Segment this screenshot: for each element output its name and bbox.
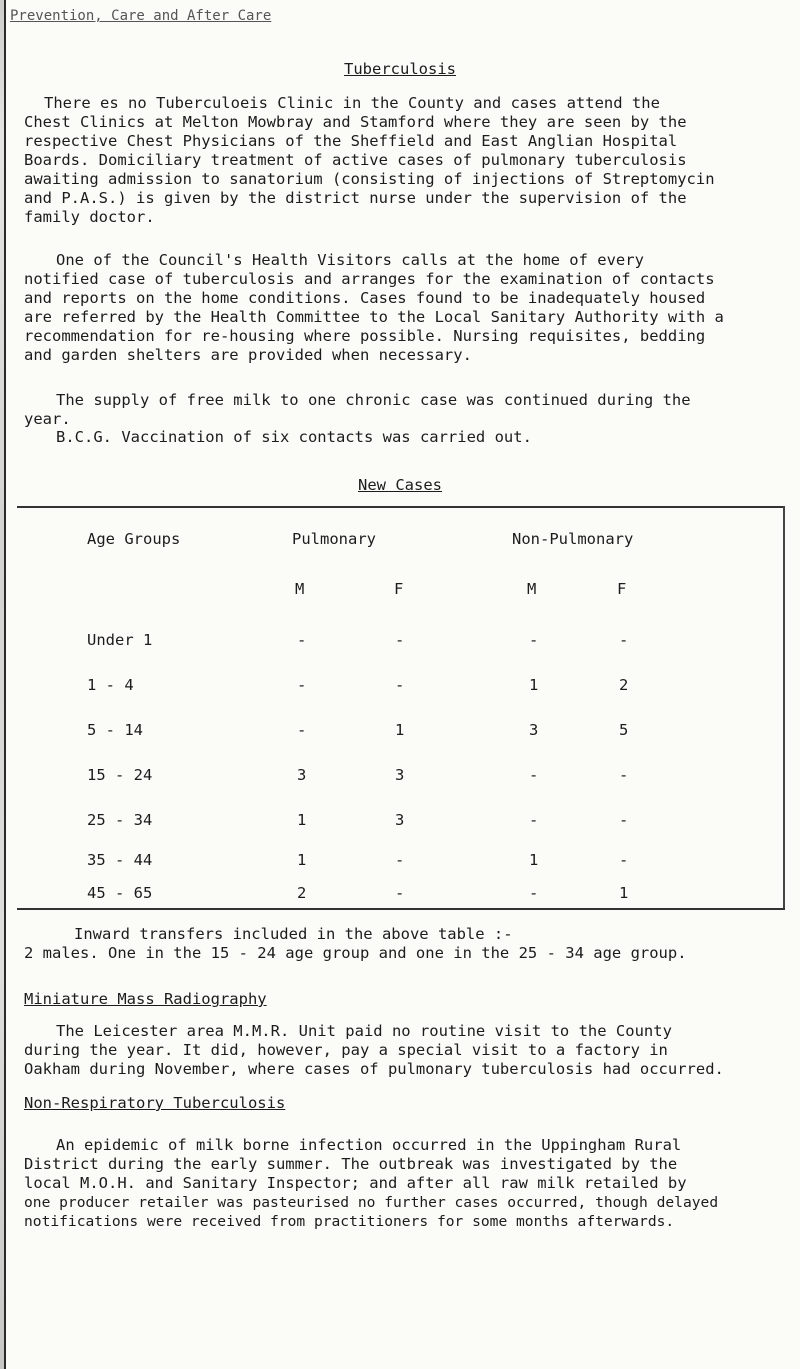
non-respiratory-heading: Non-Respiratory Tuberculosis <box>24 1094 286 1112</box>
text-line: family doctor. <box>24 208 155 226</box>
row-non-pulmonary-m: - <box>529 631 539 649</box>
row-non-pulmonary-f: - <box>619 766 629 784</box>
text-line: notifications were received from practitioners for some months afterwards. <box>24 1213 675 1230</box>
col-header-non-pulmonary: Non-Pulmonary <box>512 530 634 548</box>
table-right-rule <box>783 506 785 910</box>
row-pulmonary-f: 3 <box>395 766 405 784</box>
text-line: notified case of tuberculosis and arranges for the examination of contacts <box>24 270 715 288</box>
row-pulmonary-f: - <box>395 676 405 694</box>
row-pulmonary-m: - <box>297 676 307 694</box>
text-line: Oakham during November, where cases of pulmonary tuberculosis had occurred. <box>24 1060 724 1078</box>
paragraph-bcg <box>24 428 784 447</box>
non-respiratory-paragraph <box>24 1136 784 1231</box>
row-pulmonary-f: - <box>395 631 405 649</box>
text-line: are referred by the Health Committee to the Local Sanitary Authority with a <box>24 308 724 326</box>
text-line: 2 males. One in the 15 - 24 age group and one in the 25 - 34 age group. <box>24 944 687 962</box>
row-non-pulmonary-m: - <box>529 884 539 902</box>
inward-transfers-note <box>24 925 784 963</box>
row-non-pulmonary-f: - <box>619 851 629 869</box>
row-age: 5 - 14 <box>87 721 143 739</box>
row-age: 1 - 4 <box>87 676 134 694</box>
row-age: 35 - 44 <box>87 851 153 869</box>
row-non-pulmonary-f: 2 <box>619 676 629 694</box>
text-line: and reports on the home conditions. Cases found to be inadequately housed <box>24 289 706 307</box>
text-line: recommendation for re-housing where possible. Nursing requisites, bedding <box>24 327 706 345</box>
text-line: year. <box>24 410 71 428</box>
row-non-pulmonary-m: - <box>529 766 539 784</box>
row-non-pulmonary-f: - <box>619 631 629 649</box>
sub-header-pulmonary-f: F <box>394 580 404 598</box>
row-non-pulmonary-m: - <box>529 811 539 829</box>
left-margin-rule <box>4 0 6 1369</box>
paragraph-free-milk <box>24 391 784 429</box>
text-line: local M.O.H. and Sanitary Inspector; and after all raw milk retailed by <box>24 1174 687 1192</box>
text-line: District during the early summer. The outbreak was investigated by the <box>24 1155 678 1173</box>
row-pulmonary-m: 1 <box>297 851 307 869</box>
text-line: One of the Council's Health Visitors calls at the home of every <box>56 251 644 269</box>
row-pulmonary-f: - <box>395 884 405 902</box>
row-age: Under 1 <box>87 631 153 649</box>
paragraph-health-visitors <box>24 251 784 365</box>
text-line: Inward transfers included in the above table :- <box>74 925 513 943</box>
row-non-pulmonary-m: 1 <box>529 676 539 694</box>
row-non-pulmonary-f: 1 <box>619 884 629 902</box>
row-non-pulmonary-m: 1 <box>529 851 539 869</box>
text-line: There es no Tuberculoeis Clinic in the County and cases attend the <box>44 94 660 112</box>
new-cases-table <box>17 506 785 910</box>
row-non-pulmonary-f: 5 <box>619 721 629 739</box>
text-line: B.C.G. Vaccination of six contacts was carried out. <box>56 428 532 446</box>
row-non-pulmonary-m: 3 <box>529 721 539 739</box>
paragraph-intro <box>24 94 784 227</box>
row-pulmonary-f: 1 <box>395 721 405 739</box>
new-cases-heading: New Cases <box>358 476 442 494</box>
text-line: and garden shelters are provided when necessary. <box>24 346 472 364</box>
sub-header-pulmonary-m: M <box>295 580 305 598</box>
text-line: An epidemic of milk borne infection occurred in the Uppingham Rural <box>56 1136 682 1154</box>
row-pulmonary-m: 1 <box>297 811 307 829</box>
row-pulmonary-m: - <box>297 631 307 649</box>
row-pulmonary-m: 2 <box>297 884 307 902</box>
row-pulmonary-m: - <box>297 721 307 739</box>
row-pulmonary-m: 3 <box>297 766 307 784</box>
text-line: Boards. Domiciliary treatment of active cases of pulmonary tuberculosis <box>24 151 687 169</box>
section-title: Tuberculosis <box>344 60 456 78</box>
mmr-paragraph <box>24 1022 784 1079</box>
mmr-heading: Miniature Mass Radiography <box>24 990 267 1008</box>
row-non-pulmonary-f: - <box>619 811 629 829</box>
col-header-pulmonary: Pulmonary <box>292 530 376 548</box>
row-age: 25 - 34 <box>87 811 153 829</box>
text-line: Chest Clinics at Melton Mowbray and Stamford where they are seen by the <box>24 113 687 131</box>
running-head: Prevention, Care and After Care <box>10 8 272 24</box>
text-line: respective Chest Physicians of the Sheffield and East Anglian Hospital <box>24 132 678 150</box>
text-line: during the year. It did, however, pay a special visit to a factory in <box>24 1041 668 1059</box>
text-line: awaiting admission to sanatorium (consisting of injections of Streptomycin <box>24 170 715 188</box>
table-bottom-rule <box>17 908 785 910</box>
sub-header-non-pulmonary-f: F <box>617 580 627 598</box>
row-pulmonary-f: - <box>395 851 405 869</box>
text-line: The supply of free milk to one chronic case was continued during the <box>56 391 691 409</box>
row-age: 45 - 65 <box>87 884 153 902</box>
sub-header-non-pulmonary-m: M <box>527 580 537 598</box>
text-line: and P.A.S.) is given by the district nurse under the supervision of the <box>24 189 687 207</box>
table-top-rule <box>17 506 785 508</box>
row-pulmonary-f: 3 <box>395 811 405 829</box>
text-line: The Leicester area M.M.R. Unit paid no routine visit to the County <box>56 1022 672 1040</box>
row-age: 15 - 24 <box>87 766 153 784</box>
col-header-age: Age Groups <box>87 530 181 548</box>
text-line: one producer retailer was pasteurised no further cases occurred, though delayed <box>24 1194 719 1211</box>
